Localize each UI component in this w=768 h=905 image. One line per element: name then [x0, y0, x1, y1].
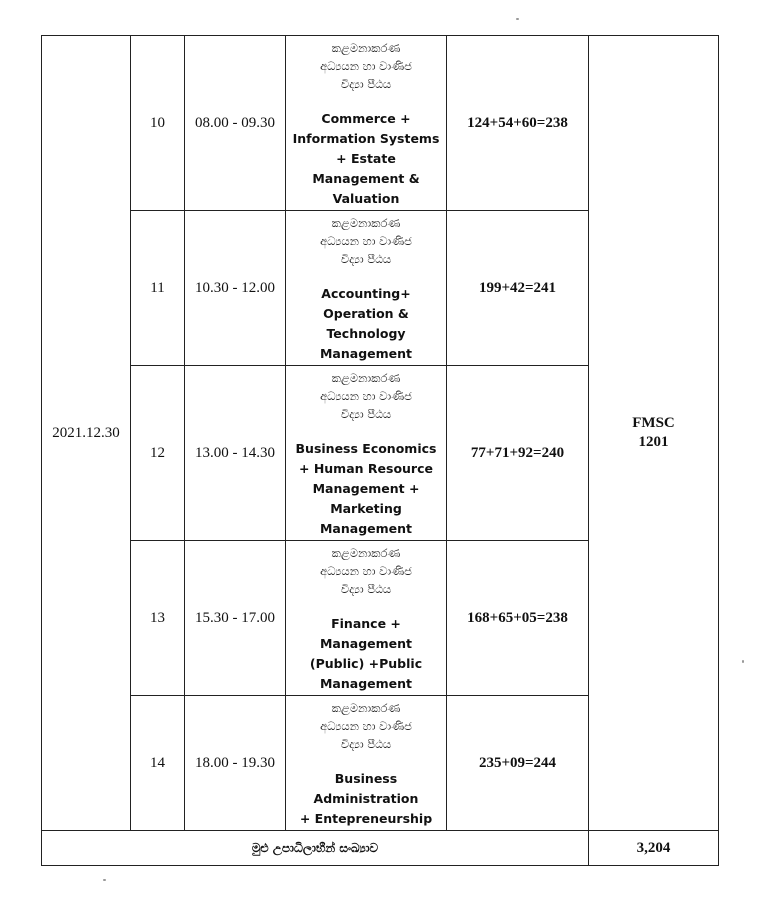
student-count: 77+71+92=240	[447, 366, 589, 541]
program-name: Finance + Management (Public) +Public Management	[309, 616, 423, 691]
session-time: 10.30 - 12.00	[185, 211, 286, 366]
faculty-name: කළමනාකරණ අධ්‍යයන හා වාණිජ විද්‍යා පීඨය	[320, 216, 412, 266]
session-time: 15.30 - 17.00	[185, 541, 286, 696]
total-label: මුළු උපාධිලාභීන් සංඛ්‍යාව	[42, 831, 589, 866]
student-count: 199+42=241	[447, 211, 589, 366]
session-number: 11	[131, 211, 185, 366]
student-count: 235+09=244	[447, 696, 589, 831]
program-name: Business Administration + Entepreneurship	[299, 771, 433, 826]
session-number: 14	[131, 696, 185, 831]
session-time: 18.00 - 19.30	[185, 696, 286, 831]
faculty-name: කළමනාකරණ අධ්‍යයන හා වාණිජ විද්‍යා පීඨය	[320, 701, 412, 751]
scan-speck	[516, 18, 519, 20]
scan-speck	[742, 660, 744, 663]
program-name: Commerce + Information Systems + Estate Management & Valuation	[292, 111, 440, 206]
total-value: 3,204	[589, 831, 719, 866]
student-count: 168+65+05=238	[447, 541, 589, 696]
total-row	[42, 831, 719, 866]
faculty-program-cell	[286, 541, 447, 696]
session-time: 08.00 - 09.30	[185, 36, 286, 211]
program-name: Business Economics + Human Resource Management + Marketing Management	[295, 441, 437, 536]
session-number: 12	[131, 366, 185, 541]
course-code: FMSC 1201	[589, 36, 719, 831]
student-count: 124+54+60=238	[447, 36, 589, 211]
faculty-program-cell	[286, 366, 447, 541]
session-number: 13	[131, 541, 185, 696]
date-cell: 2021.12.30	[42, 36, 131, 831]
faculty-name: කළමනාකරණ අධ්‍යයන හා වාණිජ විද්‍යා පීඨය	[320, 546, 412, 596]
session-number: 10	[131, 36, 185, 211]
faculty-program-cell	[286, 696, 447, 831]
faculty-program-cell	[286, 211, 447, 366]
program-name: Accounting+ Operation & Technology Management	[319, 286, 412, 361]
schedule-table	[41, 35, 719, 866]
faculty-name: කළමනාකරණ අධ්‍යයන හා වාණිජ විද්‍යා පීඨය	[320, 371, 412, 421]
faculty-name: කළමනාකරණ අධ්‍යයන හා වාණිජ විද්‍යා පීඨය	[320, 41, 412, 91]
faculty-program-cell	[286, 36, 447, 211]
scan-speck	[103, 879, 106, 881]
session-time: 13.00 - 14.30	[185, 366, 286, 541]
table-row	[42, 36, 719, 211]
